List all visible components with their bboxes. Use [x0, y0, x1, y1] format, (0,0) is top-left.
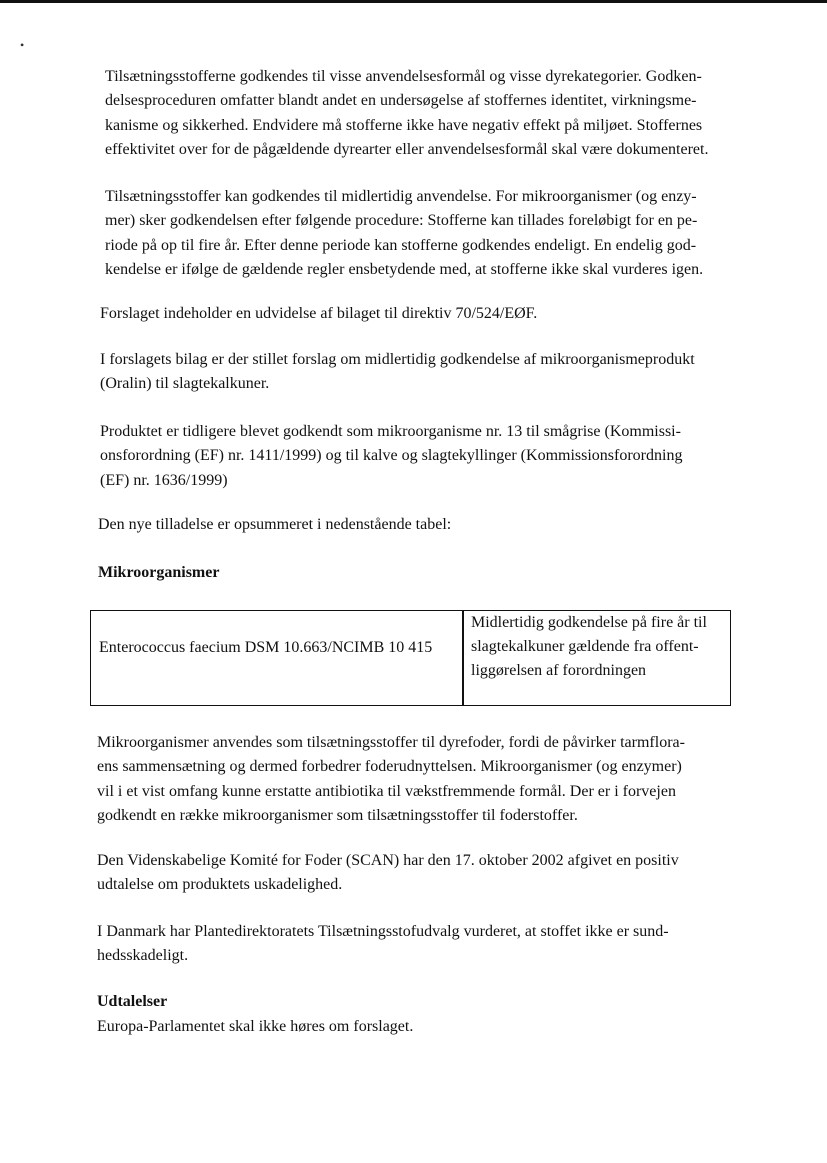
paragraph-proposal-directive: Forslaget indeholder en udvidelse af bilaget til direktiv 70/524/EØF. [100, 305, 538, 322]
table-cell-approval: Midlertidig godkendelse på fire år til slagtekalkuner gældende fra offent- liggørelsen af forordningen [471, 614, 707, 679]
paragraph-annex-proposal: I forslagets bilag er der stillet forslag om midlertidig godkendelse af mikroorganismeprodukt (Oralin) til slagtekalkuner. [100, 351, 695, 393]
table-heading: Mikroorganismer [98, 564, 220, 581]
table-cell-organism: Enterococcus faecium DSM 10.663/NCIMB 10 415 [99, 639, 433, 656]
paragraph-temporary-approval: Tilsætningsstoffer kan godkendes til midlertidig anvendelse. For mikroorganismer (og enzy- mer) sker godkendelsen efter følgende procedure: Stofferne kan tillades foreløbigt for en pe- riode på op til fire år. Efter denne periode kan stofferne godkendes endeligt. En endelig god- kendelse er ifølge de gældende regler ensbetydende med, at stofferne ikke skal vurderes igen. [105, 188, 704, 278]
table-column-divider [462, 611, 464, 705]
approval-table [90, 610, 731, 706]
paragraph-microorganism-use: Mikroorganismer anvendes som tilsætningsstoffer til dyrefoder, fordi de påvirker tarmflora- ens sammensætning og dermed forbedrer foderudnyttelsen. Mikroorganismer (og enzymer) vil i et vist omfang kunne erstatte antibiotika til vækstfremmende formål. Der er i forvejen godkendt en række mikroorganismer som tilsætningsstoffer til foderstoffer. [97, 734, 685, 824]
paragraph-denmark-assessment: I Danmark har Plantedirektoratets Tilsætningsstofudvalg vurderet, at stoffet ikke er sund- hedsskadeligt. [97, 923, 669, 965]
top-rule [0, 0, 827, 3]
statements-heading: Udtalelser [97, 993, 168, 1010]
paragraph-approval-scope: Tilsætningsstofferne godkendes til visse anvendelsesformål og visse dyrekategorier. Godken- delsesproceduren omfatter blandt andet en undersøgelse af stoffernes identitet, virkningsme- kanisme og sikkerhed. Endvidere må stofferne ikke have negativ effekt på miljøet. Stoffernes effektivitet over for de pågældende dyrearter eller anvendelsesformål skal være dokumenteret. [105, 68, 709, 158]
scan-speck: • [20, 38, 25, 52]
paragraph-scan-opinion: Den Videnskabelige Komité for Foder (SCAN) har den 17. oktober 2002 afgivet en positiv udtalelse om produktets uskadelighed. [97, 852, 679, 894]
statements-text: Europa-Parlamentet skal ikke høres om forslaget. [97, 1018, 414, 1035]
paragraph-table-intro: Den nye tilladelse er opsummeret i nedenstående tabel: [98, 516, 452, 533]
paragraph-previous-approval: Produktet er tidligere blevet godkendt som mikroorganisme nr. 13 til smågrise (Kommissi- onsforordning (EF) nr. 1411/1999) og til kalve og slagtekyllinger (Kommissionsforordning (EF) nr. 1636/1999) [100, 423, 683, 489]
